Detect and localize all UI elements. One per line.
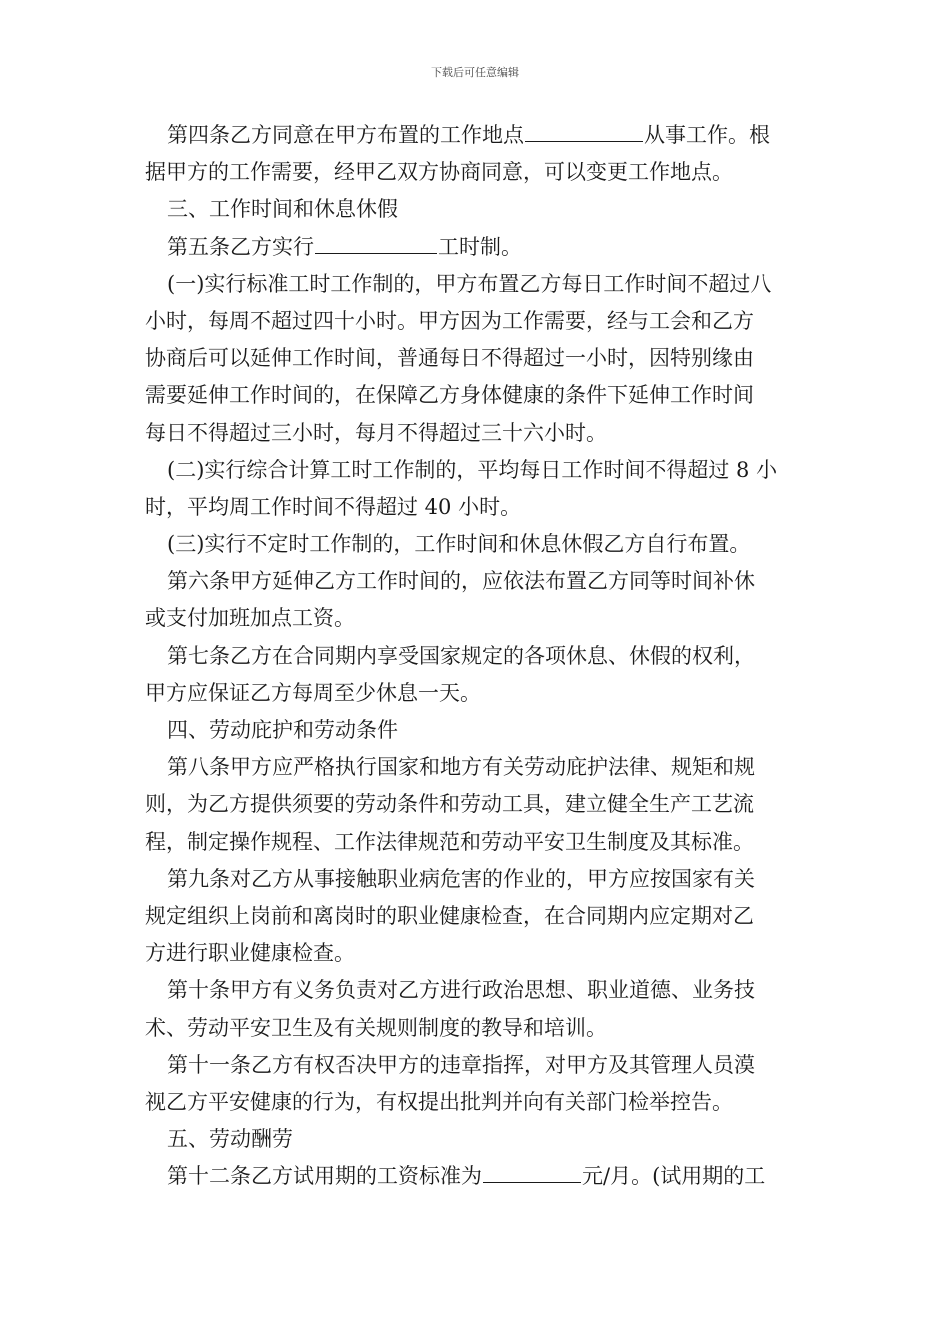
clause-2-line-2: 时，平均周工作时间不得超过 40 小时。 xyxy=(145,494,522,519)
article-9-line-2: 规定组织上岗前和离岗时的职业健康检查，在合同期内应定期对乙 xyxy=(145,903,754,928)
article-12-line-1 xyxy=(145,1158,810,1195)
fill-in-blank-hour-system xyxy=(315,231,437,254)
article-11-line-1: 第十一条乙方有权否决甲方的违章指挥，对甲方及其管理人员漠 xyxy=(167,1052,755,1077)
article-9-line-1: 第九条对乙方从事接触职业病危害的作业的，甲方应按国家有关 xyxy=(167,866,755,891)
article-8-line-1: 第八条甲方应严格执行国家和地方有关劳动庇护法律、规矩和规 xyxy=(167,755,755,780)
article-7-line-2: 甲方应保证乙方每周至少休息一天。 xyxy=(145,680,481,705)
clause-1-line-3: 协商后可以延伸工作时间，普通每日不得超过一小时，因特别缘由 xyxy=(145,346,754,371)
clause-1-line-5: 每日不得超过三小时，每月不得超过三十六小时。 xyxy=(145,420,607,445)
article-4-line-2: 据甲方的工作需要，经甲乙双方协商同意，可以变更工作地点。 xyxy=(145,160,733,185)
text-segment: 元/月。(试用期的工 xyxy=(582,1164,766,1189)
clause-1-line-2: 小时，每周不超过四十小时。甲方因为工作需要，经与工会和乙方 xyxy=(145,308,754,333)
text-segment: 第十二条乙方试用期的工资标准为 xyxy=(167,1164,482,1189)
section-heading-3: 三、工作时间和休息休假 xyxy=(167,197,398,222)
section-heading-4: 四、劳动庇护和劳动条件 xyxy=(167,718,398,742)
article-5-line-1 xyxy=(145,229,810,266)
fill-in-blank-trial-wage xyxy=(483,1160,581,1183)
clause-1-line-4: 需要延伸工作时间的，在保障乙方身体健康的条件下延伸工作时间 xyxy=(145,383,754,408)
article-6-line-1: 第六条甲方延伸乙方工作时间的，应依法布置乙方同等时间补休 xyxy=(167,569,755,594)
text-segment: 工时制。 xyxy=(438,234,522,259)
article-8-line-2: 则，为乙方提供须要的劳动条件和劳动工具，建立健全生产工艺流 xyxy=(145,792,754,817)
article-10-line-2: 术、劳动平安卫生及有关规则制度的教导和培训。 xyxy=(145,1015,607,1040)
article-7-line-1: 第七条乙方在合同期内享受国家规定的各项休息、休假的权利， xyxy=(167,643,755,668)
clause-1-line-1: (一)实行标准工时工作制的，甲方布置乙方每日工作时间不超过八 xyxy=(167,271,772,296)
article-11-line-2: 视乙方平安健康的行为，有权提出批判并向有关部门检举控告。 xyxy=(145,1089,733,1114)
page-header: 下载后可任意编辑 xyxy=(431,66,519,79)
article-4-line-1 xyxy=(145,117,810,154)
text-segment: 第四条乙方同意在甲方布置的工作地点 xyxy=(167,123,524,147)
section-heading-5: 五、劳动酬劳 xyxy=(167,1127,293,1152)
clause-2-line-1: (二)实行综合计算工时工作制的，平均每日工作时间不得超过 8 小 xyxy=(167,457,778,482)
article-8-line-3: 程，制定操作规程、工作法律规范和劳动平安卫生制度及其标准。 xyxy=(145,829,754,854)
document-body xyxy=(145,117,810,1195)
text-segment: 从事工作。根 xyxy=(644,123,770,147)
text-segment: 第五条乙方实行 xyxy=(167,234,314,259)
article-9-line-3: 方进行职业健康检查。 xyxy=(145,941,355,966)
article-10-line-1: 第十条甲方有义务负责对乙方进行政治思想、职业道德、业务技 xyxy=(167,978,755,1003)
clause-3-line-1: (三)实行不定时工作制的，工作时间和休息休假乙方自行布置。 xyxy=(167,532,751,557)
fill-in-blank-work-location xyxy=(525,119,643,142)
article-6-line-2: 或支付加班加点工资。 xyxy=(145,606,355,631)
